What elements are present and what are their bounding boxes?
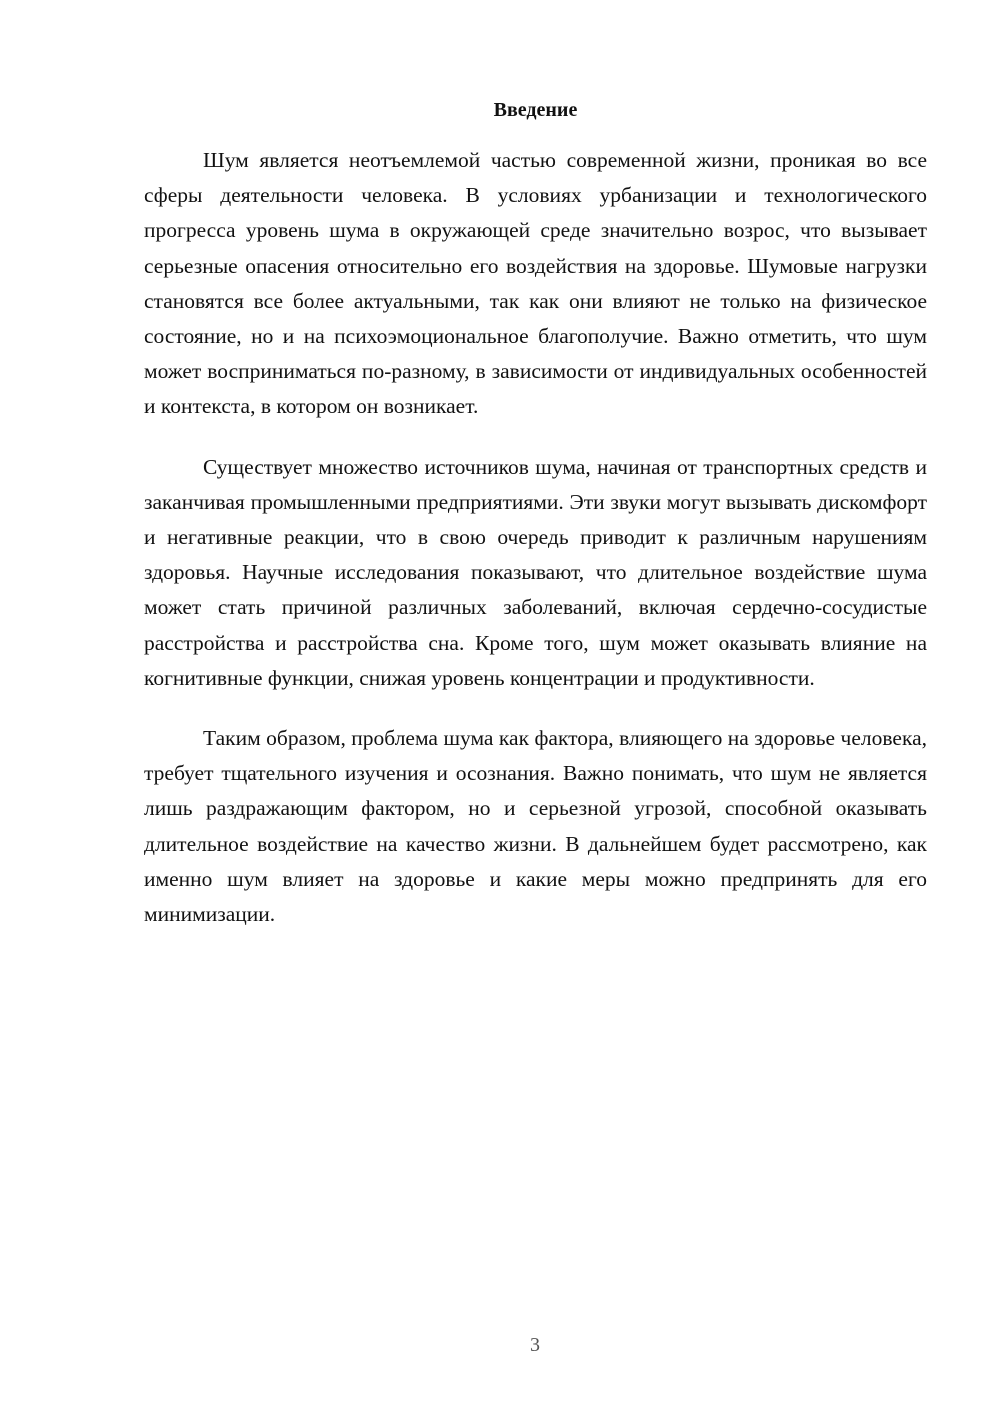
section-heading: Введение xyxy=(493,99,578,121)
paragraph-2: Существует множество источников шума, начиная от транспортных средств и заканчивая промышленными предприятиями. Эти звуки могут вызывать дискомфорт и негативные реакции, что в свою очередь приводит к различным нарушениям здоровья. Научные исследования показывают, что длительное воздействие шума может стать причиной различных заболеваний, включая сердечно-сосудистые расстройства и расстройства сна. Кроме того, шум может оказывать влияние на когнитивные функции, снижая уровень концентрации и продуктивности. xyxy=(144,454,927,690)
page-number: 3 xyxy=(530,1334,540,1356)
body-text xyxy=(144,143,927,957)
paragraph-1: Шум является неотъемлемой частью современной жизни, проникая во все сферы деятельности человека. В условиях урбанизации и технологического прогресса уровень шума в окружающей среде значительно возрос, что вызывает серьезные опасения относительно его воздействия на здоровье. Шумовые нагрузки становятся все более актуальными, так как они влияют не только на физическое состояние, но и на психоэмоциональное благополучие. Важно отметить, что шум может восприниматься по-разному, в зависимости от индивидуальных особенностей и контекста, в котором он возникает. xyxy=(144,148,927,419)
paragraph-3: Таким образом, проблема шума как фактора, влияющего на здоровье человека, требует тщательного изучения и осознания. Важно понимать, что шум не является лишь раздражающим фактором, но и серьезной угрозой, способной оказывать длительное воздействие на качество жизни. В дальнейшем будет рассмотрено, как именно шум влияет на здоровье и какие меры можно предпринять для его минимизации. xyxy=(144,726,927,927)
